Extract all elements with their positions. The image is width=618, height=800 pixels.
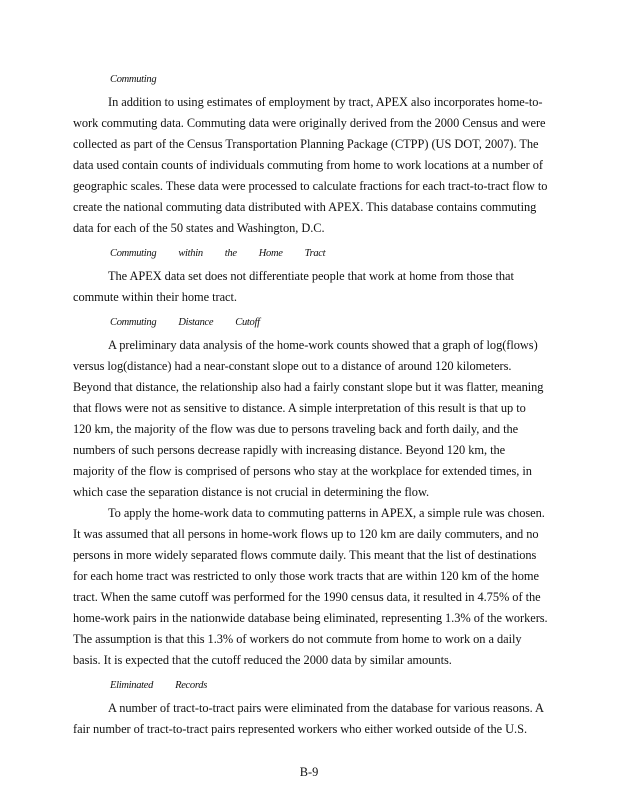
paragraph-line: data used contain counts of individuals commuting from home to work locations at a number of [73,158,543,172]
paragraph-line: versus log(distance) had a near-constant slope out to a distance of around 120 kilometers. [73,359,512,373]
paragraph-line: A number of tract-to-tract pairs were eliminated from the database for various reasons. A [108,701,544,715]
paragraph-line: commute within their home tract. [73,290,237,304]
paragraph-line: collected as part of the Census Transportation Planning Package (CTPP) (US DOT, 2007). The [73,137,539,151]
paragraph-line: majority of the flow is comprised of persons who stay at the workplace for extended times, in [73,464,532,478]
paragraph-line: numbers of such persons decrease rapidly with increasing distance. Beyond 120 km, the [73,443,506,457]
section-heading-commuting: Commuting [110,74,157,85]
paragraph-line: The assumption is that this 1.3% of workers do not commute from home to work on a daily [73,632,522,646]
paragraph-line: which case the separation distance is not crucial in determining the flow. [73,485,430,499]
paragraph-line: data for each of the 50 states and Washington, D.C. [73,221,325,235]
paragraph-line: In addition to using estimates of employment by tract, APEX also incorporates home-to- [108,95,543,109]
section-heading-home-tract: Commuting within the Home Tract [110,248,326,259]
paragraph-line: To apply the home-work data to commuting patterns in APEX, a simple rule was chosen. [108,506,545,520]
paragraph-line: create the national commuting data distributed with APEX. This database contains commuting [73,200,537,214]
paragraph-line: persons in more widely separated flows commute daily. This meant that the list of destinations [73,548,537,562]
paragraph-line: It was assumed that all persons in home-work flows up to 120 km are daily commuters, and no [73,527,539,541]
paragraph-line: fair number of tract-to-tract pairs represented workers who either worked outside of the U.S. [73,722,527,736]
paragraph-line: geographic scales. These data were processed to calculate fractions for each tract-to-tract flow to [73,179,548,193]
paragraph-line: work commuting data. Commuting data were originally derived from the 2000 Census and were [73,116,546,130]
paragraph-line: The APEX data set does not differentiate people that work at home from those that [108,269,514,283]
paragraph-line: basis. It is expected that the cutoff reduced the 2000 data by similar amounts. [73,653,452,667]
paragraph-line: tract. When the same cutoff was performed for the 1990 census data, it resulted in 4.75% of the [73,590,541,604]
paragraph-line: for each home tract was restricted to only those work tracts that are within 120 km of the home [73,569,539,583]
paragraph-line: A preliminary data analysis of the home-work counts showed that a graph of log(flows) [108,338,538,352]
paragraph-line: Beyond that distance, the relationship also had a fairly constant slope but it was flatter, meaning [73,380,544,394]
section-heading-eliminated-records: Eliminated Records [110,680,207,691]
paragraph-line: that flows were not as sensitive to distance. A simple interpretation of this result is that up to [73,401,526,415]
page-number: B-9 [299,765,319,779]
paragraph-line: 120 km, the majority of the flow was due to persons traveling back and forth daily, and the [73,422,519,436]
paragraph-line: home-work pairs in the nationwide database being eliminated, representing 1.3% of the workers. [73,611,548,625]
section-heading-distance-cutoff: Commuting Distance Cutoff [110,317,260,328]
